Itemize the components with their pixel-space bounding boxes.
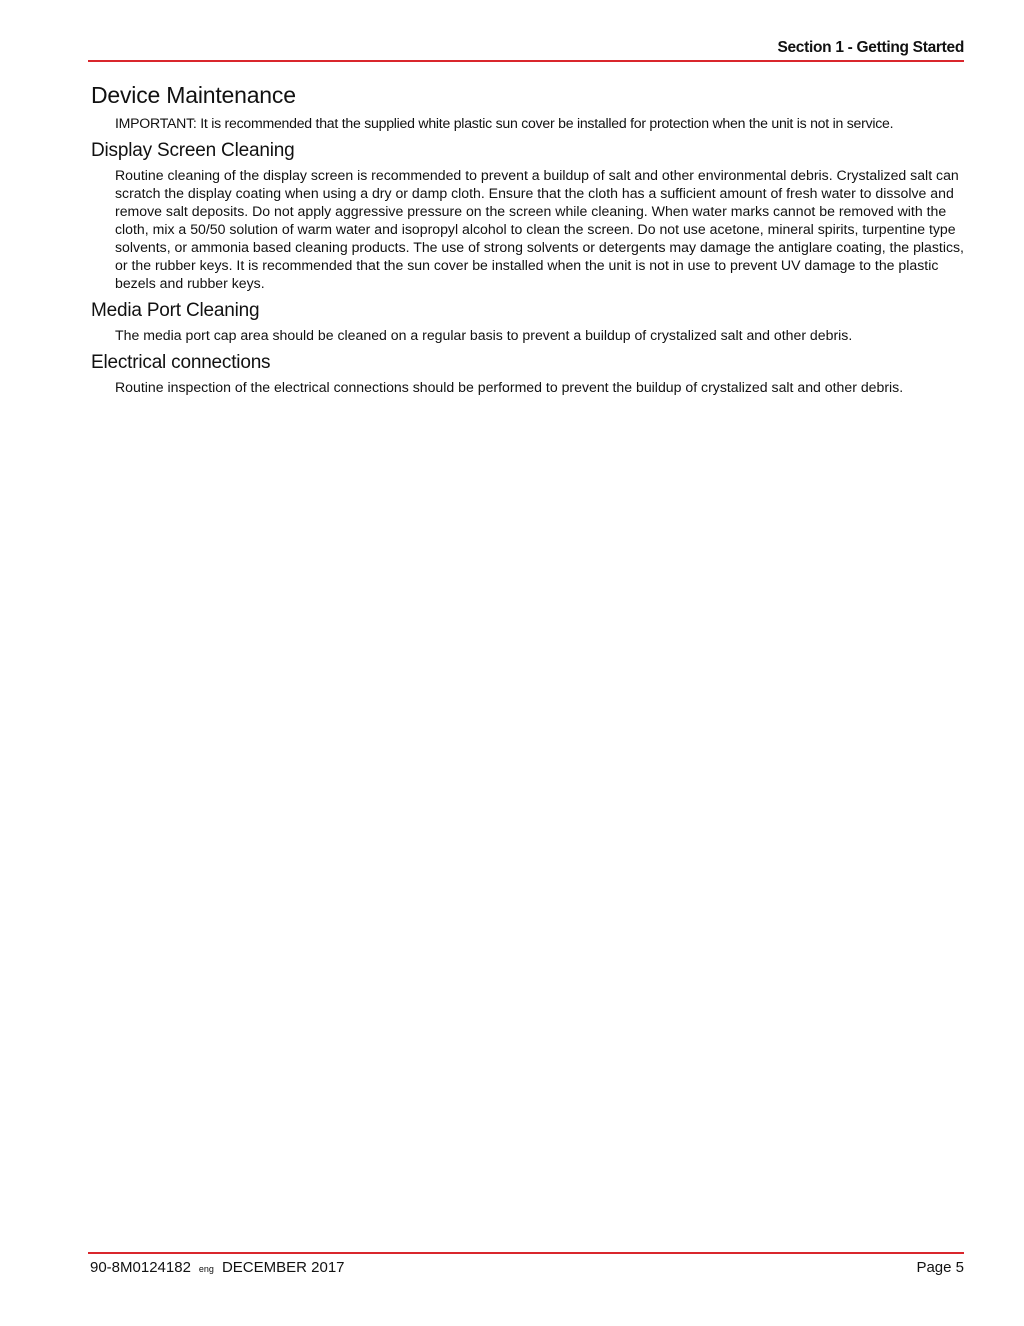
page-number: 5 bbox=[955, 1259, 964, 1276]
page-title: Device Maintenance bbox=[91, 82, 296, 108]
doc-number: 90-8M0124182 bbox=[90, 1259, 191, 1276]
page-label: Page bbox=[916, 1259, 952, 1276]
section-heading-display-screen-cleaning: Display Screen Cleaning bbox=[91, 140, 295, 161]
footer-doc-info bbox=[90, 1259, 345, 1276]
section-heading-media-port-cleaning: Media Port Cleaning bbox=[91, 300, 260, 321]
important-note: IMPORTANT: It is recommended that the supplied white plastic sun cover be installed for protection when the unit is not in service. bbox=[115, 115, 894, 131]
section-text-display-screen-cleaning: Routine cleaning of the display screen is recommended to prevent a buildup of salt and other environmental debris. Crystalized salt can scratch the display coating when using a dry or damp cloth. Ensure that the cloth has a sufficient amount of fresh water to dissolve and remove salt deposits. Do not apply aggressive pressure on the screen while cleaning. When water marks cannot be removed with the cloth, mix a 50/50 solution of warm water and isopropyl alcohol to clean the screen. Do not use acetone, mineral spirits, turpentine type solvents, or ammonia based cleaning products. The use of strong solvents or detergents may damage the antiglare coating, the plastics, or the rubber keys. It is recommended that the sun cover be installed when the unit is not in use to prevent UV damage to the plastic bezels and rubber keys. bbox=[115, 167, 964, 291]
header-rule bbox=[88, 60, 964, 62]
section-title: Section 1 - Getting Started bbox=[777, 39, 964, 56]
section-heading-electrical-connections: Electrical connections bbox=[91, 352, 271, 373]
footer-rule bbox=[88, 1252, 964, 1254]
section-text-electrical-connections: Routine inspection of the electrical connections should be performed to prevent the buildup of crystalized salt and other debris. bbox=[115, 379, 904, 395]
language-code: eng bbox=[198, 1264, 214, 1274]
doc-date: DECEMBER 2017 bbox=[221, 1259, 345, 1276]
page-indicator bbox=[916, 1259, 964, 1276]
page-content bbox=[91, 82, 966, 404]
section-text-media-port-cleaning: The media port cap area should be cleaned on a regular basis to prevent a buildup of crystalized salt and other debris. bbox=[115, 327, 853, 343]
